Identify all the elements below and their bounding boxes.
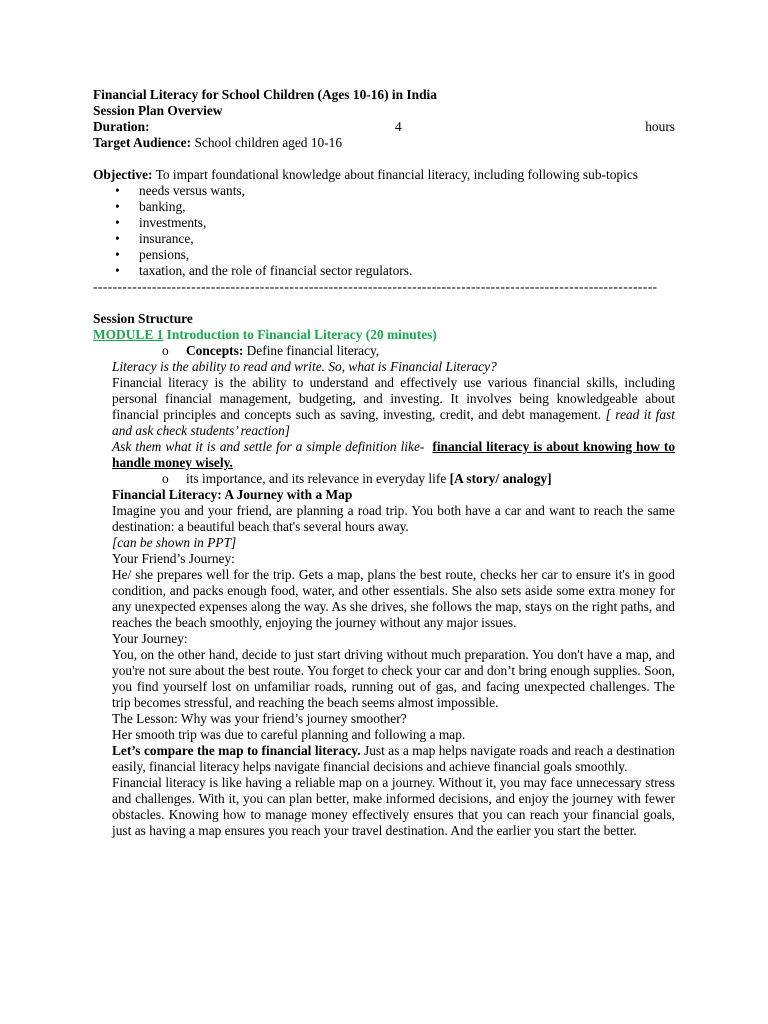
intro-question: Literacy is the ability to read and write. So, what is Financial Literacy? (112, 359, 497, 374)
friend-heading: Your Friend’s Journey: (112, 551, 235, 566)
definition-text: Financial literacy is the ability to understand and effectively use various financial skills, including personal financial management, budgeting, and investing. It involves being knowledgeable about financial principles and concepts such as saving, investing, credit, and debt management. (112, 375, 675, 422)
session-structure-heading: Session Structure (93, 311, 193, 326)
duration-line (93, 119, 675, 135)
objective-label: Objective: (93, 167, 153, 182)
bullet-icon: • (115, 215, 120, 230)
story-title: Financial Literacy: A Journey with a Map (112, 487, 353, 502)
compare-bold: Let’s compare the map to financial literacy. (112, 743, 361, 758)
document-title: Financial Literacy for School Children (Ages 10-16) in India (93, 87, 437, 102)
importance-tag: [A story/ analogy] (449, 471, 552, 486)
closing-paragraph: Financial literacy is like having a reliable map on a journey. Without it, you may face unnecessary stress and challenges. With it, you can plan better, make informed decisions, and enjoy the journey with fewer obstacles. Knowing how to manage money effectively ensures that you can reach your financial goals, just as having a map ensures you reach your travel destination. And the earlier you start the better. (112, 775, 675, 838)
audience-value: School children aged 10-16 (194, 135, 343, 150)
concepts-line (93, 343, 675, 359)
importance-line (93, 471, 675, 487)
list-item: • taxation, and the role of financial sector regulators. (115, 263, 413, 278)
duration-value: 4 (395, 119, 402, 134)
document-body (93, 87, 675, 839)
list-item: • investments, (115, 215, 207, 230)
bullet-icon: • (115, 183, 120, 198)
audience-line (93, 135, 675, 151)
list-item: • banking, (115, 199, 186, 214)
list-item: • pensions, (115, 247, 190, 262)
definition-paragraph (112, 375, 675, 439)
objective-list (93, 183, 675, 279)
story-intro: Imagine you and your friend, are planning a road trip. You both have a car and want to reach the same destination: a beautiful beach that's several hours away. (112, 503, 675, 534)
concepts-label: Concepts: (186, 343, 244, 358)
section-divider: ------------------------------------------------------------------------------------------------------------------- (93, 279, 658, 294)
ask-answer: financial literacy is about knowing how to handle money wisely. (112, 439, 676, 470)
module-label: MODULE 1 (93, 327, 164, 342)
objective-text: To impart foundational knowledge about financial literacy, including following sub-topics (155, 167, 638, 182)
friend-paragraph: He/ she prepares well for the trip. Gets a map, plans the best route, checks her car to ensure it's in good condition, and packs enough food, water, and other essentials. She also sets aside some extra money for any unexpected expenses along the way. As she drives, she follows the map, stays on the right paths, and reaches the beach smoothly, enjoying the journey without any major issues. (112, 567, 675, 630)
compare-paragraph (112, 743, 675, 775)
ppt-note: [can be shown in PPT] (112, 535, 237, 550)
duration-unit: hours (645, 119, 675, 134)
sub-bullet-icon: o (162, 471, 169, 486)
ask-text: Ask them what it is and settle for a simple definition like- (112, 439, 425, 454)
lesson-question: The Lesson: Why was your friend’s journey smoother? (112, 711, 407, 726)
list-item: • needs versus wants, (115, 183, 245, 198)
sub-bullet-icon: o (162, 343, 169, 358)
definition-note: [ read it fast and ask check students’ reaction] (112, 407, 675, 438)
module-title: Introduction to Financial Literacy (20 minutes) (166, 327, 437, 342)
module-heading (93, 327, 675, 343)
ask-paragraph (112, 439, 675, 471)
concepts-text: Define financial literacy, (246, 343, 380, 358)
bullet-icon: • (115, 247, 120, 262)
audience-label: Target Audience: (93, 135, 192, 150)
your-paragraph: You, on the other hand, decide to just start driving without much preparation. You don't have a map, and you're not sure about the best route. You forget to check your car and don’t bring enough supplies. Soon, you find yourself lost on unfamiliar roads, running out of gas, and facing unexpected challenges. The trip becomes stressful, and reaching the beach seems almost impossible. (112, 647, 675, 710)
compare-text: Just as a map helps navigate roads and reach a destination easily, financial literacy helps navigate financial decisions and achieve financial goals smoothly. (112, 743, 675, 774)
duration-label: Duration: (93, 119, 150, 134)
bullet-icon: • (115, 263, 120, 278)
document-subtitle: Session Plan Overview (93, 103, 223, 118)
objective-paragraph (93, 167, 675, 183)
importance-text: its importance, and its relevance in everyday life (186, 471, 447, 486)
bullet-icon: • (115, 231, 120, 246)
lesson-answer: Her smooth trip was due to careful planning and following a map. (112, 727, 466, 742)
your-heading: Your Journey: (112, 631, 188, 646)
list-item: • insurance, (115, 231, 194, 246)
bullet-icon: • (115, 199, 120, 214)
